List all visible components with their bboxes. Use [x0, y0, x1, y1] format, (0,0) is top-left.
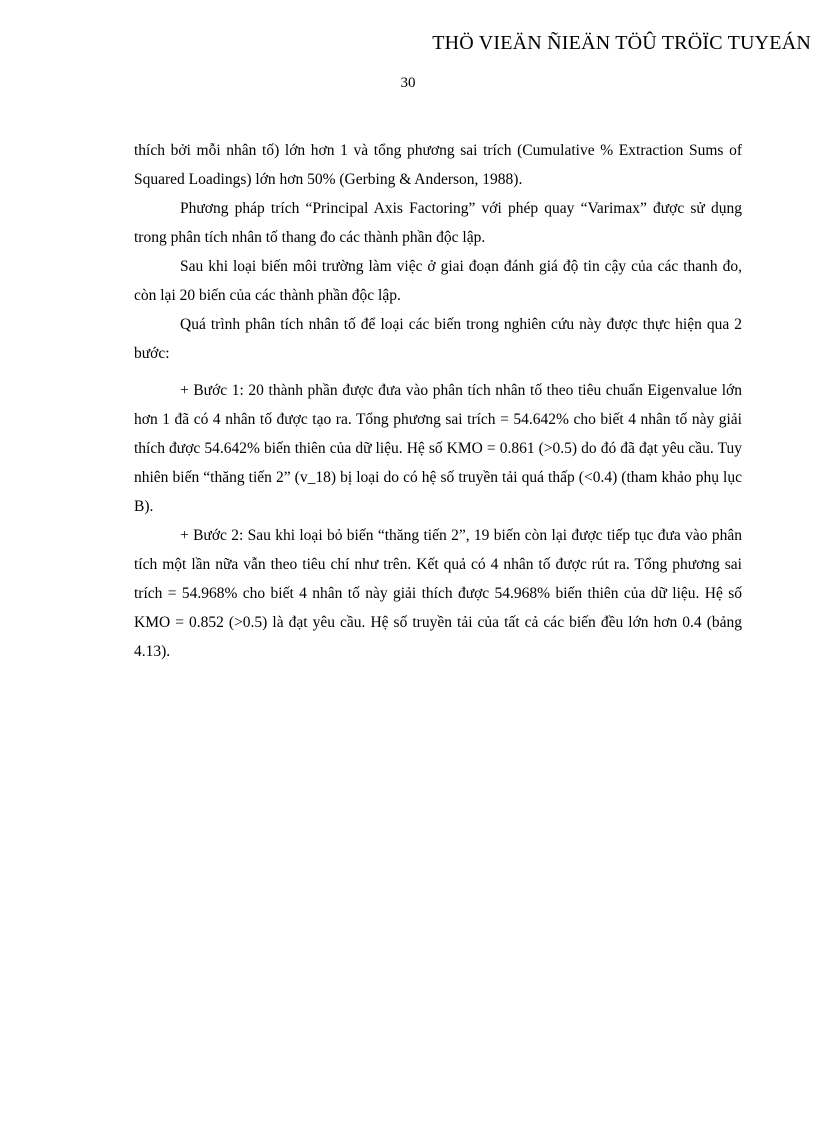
paragraph-continuation: thích bởi mỗi nhân tố) lớn hơn 1 và tổng phương sai trích (Cumulative % Extraction Sums of Squared Loadings) lớn hơn 50% (Gerbing & Anderson, 1988). [134, 142, 742, 188]
paragraph-extraction-method: Phương pháp trích “Principal Axis Factoring” với phép quay “Varimax” được sử dụng trong phân tích nhân tố thang đo các thành phần độc lập. [134, 200, 742, 246]
paragraph-removed-variable: Sau khi loại biến môi trường làm việc ở giai đoạn đánh giá độ tin cậy của các thanh đo, còn lại 20 biến của các thành phần độc lập. [134, 258, 742, 304]
paragraph-step-1: + Bước 1: 20 thành phần được đưa vào phân tích nhân tố theo tiêu chuẩn Eigenvalue lớn hơn 1 đã có 4 nhân tố được tạo ra. Tổng phương sai trích = 54.642% cho biết 4 nhân tố này giải thích được 54.642% biến thiên của dữ liệu. Hệ số KMO = 0.861 (>0.5) do đó đã đạt yêu cầu. Tuy nhiên biến “thăng tiến 2” (v_18) bị loại do có hệ số truyền tải quá thấp (<0.4) (tham khảo phụ lục B). [134, 382, 742, 515]
document-body [134, 136, 742, 666]
page-number: 30 [400, 75, 416, 91]
paragraph-step-2: + Bước 2: Sau khi loại bỏ biến “thăng tiến 2”, 19 biến còn lại được tiếp tục đưa vào phân tích một lần nữa vẫn theo tiêu chí như trên. Kết quả có 4 nhân tố được rút ra. Tổng phương sai trích = 54.968% cho biết 4 nhân tố này giải thích được 54.968% biến thiên của dữ liệu. Hệ số KMO = 0.852 (>0.5) là đạt yêu cầu. Hệ số truyền tải của tất cả các biến đều lớn hơn 0.4 (bảng 4.13). [134, 527, 742, 660]
page-header-title: THÖ VIEÄN ÑIEÄN TÖÛ TRÖÏC TUYEÁN [432, 32, 811, 54]
paragraph-process-intro: Quá trình phân tích nhân tố để loại các biến trong nghiên cứu này được thực hiện qua 2 bước: [134, 316, 742, 362]
